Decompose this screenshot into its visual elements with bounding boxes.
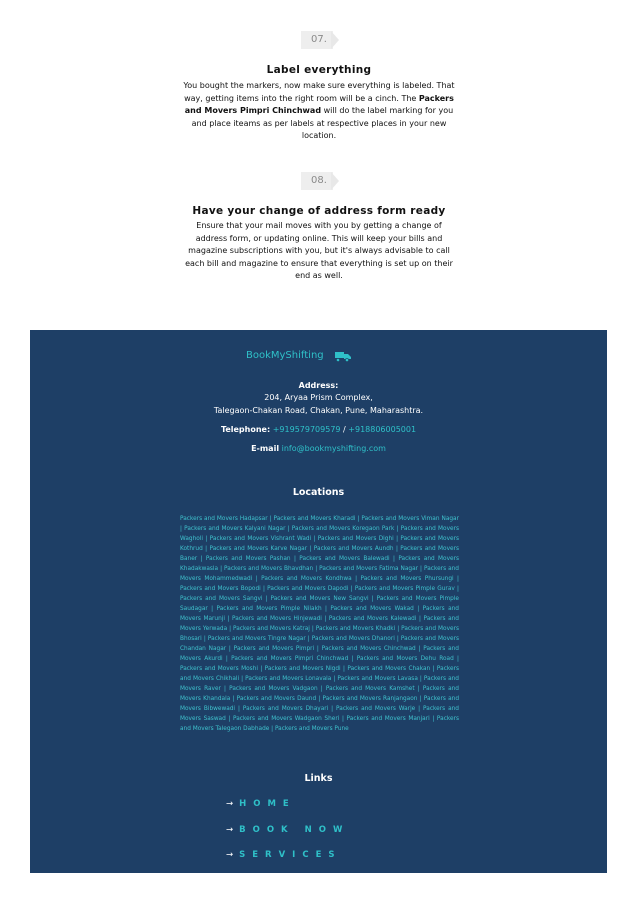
phone-link-1[interactable]: +919579709579 [272, 425, 341, 434]
address-line1: 204, Aryaa Prism Complex, [264, 393, 373, 402]
telephone-row: Telephone: +919579709579 / +918806005001 [220, 425, 417, 434]
section-title: Have your change of address form ready [192, 205, 446, 217]
nav-link-book-now[interactable]: → BOOK NOW [226, 825, 350, 835]
email-link[interactable]: info@bookmyshifting.com [281, 444, 386, 453]
bold-highlight: Packers and Movers Pimpri Chinchwad [184, 93, 454, 115]
step-number: 07. [311, 34, 327, 45]
phone-link-2[interactable]: +918806005001 [348, 425, 417, 434]
nav-link-services[interactable]: → SERVICES [226, 850, 342, 860]
locations-heading: Locations [292, 487, 345, 498]
step-badge-07 [299, 31, 339, 49]
truck-icon [335, 350, 351, 362]
step-badge-08 [299, 172, 339, 190]
address-label: Address: [298, 381, 339, 390]
footer [30, 330, 607, 873]
section-title: Label everything [266, 64, 372, 76]
brand-link[interactable]: BookMyShifting [246, 350, 324, 361]
arrow-right-icon: → [226, 825, 234, 835]
arrow-right-icon: → [226, 799, 234, 809]
step-number: 08. [311, 175, 327, 186]
nav-link-home[interactable]: → HOME [226, 799, 296, 809]
locations-list[interactable]: Packers and Movers Hadapsar | Packers and Movers Kharadi | Packers and Movers Viman Nagar | Packers and Movers Kalyani Nagar | Packers and Movers Koregaon Park | Packers and Movers Wagholi | Packers and Movers Vishrant Wadi | Packers and Movers Dighi | Packers and Movers Kothrud | Packers and Movers Karve Nagar | Packers and Movers Aundh | Packers and Movers Baner | Packers and Movers Pashan | Packers and Movers Balewadi | Packers and Movers Khadakwasla | Packers and Movers Bhavdhan | Packers and Movers Fatima Nagar | Packers and Movers Mohammedwadi | Packers and Movers Kondhwa | Packers and Movers Phursungi | Packers and Movers Bopodi | Packers and Movers Dapodi | Packers and Movers Pimple Gurav | Packers and Movers Sangvi | Packers and Movers New Sangvi | Packers and Movers Pimple Saudagar | Packers and Movers Pimple Nilakh | Packers and Movers Wakad | Packers and Movers Marunji | Packers and Movers Hinjewadi | Packers and Movers Kalewadi | Packers and Movers Yerwada | Packers and Movers Katraj | Packers and Movers Khadki | Packers and Movers Bhosari | Packers and Movers Tingre Nagar | Packers and Movers Dhanori | Packers and Movers Chandan Nagar | Packers and Movers Pimpri | Packers and Movers Chinchwad | Packers and Movers Akurdi | Packers and Movers Pimpri Chinchwad | Packers and Movers Dehu Road | Packers and Movers Moshi | Packers and Movers Nigdi | Packers and Movers Chakan | Packers and Movers Chikhali | Packers and Movers Lonavala | Packers and Movers Lavasa | Packers and Movers Raver | Packers and Movers Vadgaon | Packers and Movers Kamshet | Packers and Movers Khandala | Packers and Movers Daund | Packers and Movers Ranjangaon | Packers and Movers Bibwewadi | Packers and Movers Dhayari | Packers and Movers Warje | Packers and Movers Saswad | Packers and Movers Wadgaon Sheri | Packers and Movers Manjari | Packers and Movers Talegaon Dabhade | Packers and Movers Pune [180, 516, 459, 732]
section-text: Ensure that your mail moves with you by getting a change of address form, or updating online. This will keep your bills and magazine subscriptions with you, but it's always advisable to call each bill and magazine to ensure that everything is set up on their end as well. [185, 221, 453, 280]
arrow-right-icon: → [226, 850, 234, 860]
email-row: E-mail info@bookmyshifting.com [251, 444, 386, 453]
links-heading: Links [304, 773, 333, 784]
section-text: You bought the markers, now make sure everything is labeled. That way, getting items into the right room will be a cinch. The Packers and Movers Pimpri Chinchwad will do the label marking for you and place iteams as per labels at respective places in your new location. [183, 81, 455, 140]
address-line2: Talegaon-Chakan Road, Chakan, Pune, Maharashtra. [213, 406, 424, 415]
